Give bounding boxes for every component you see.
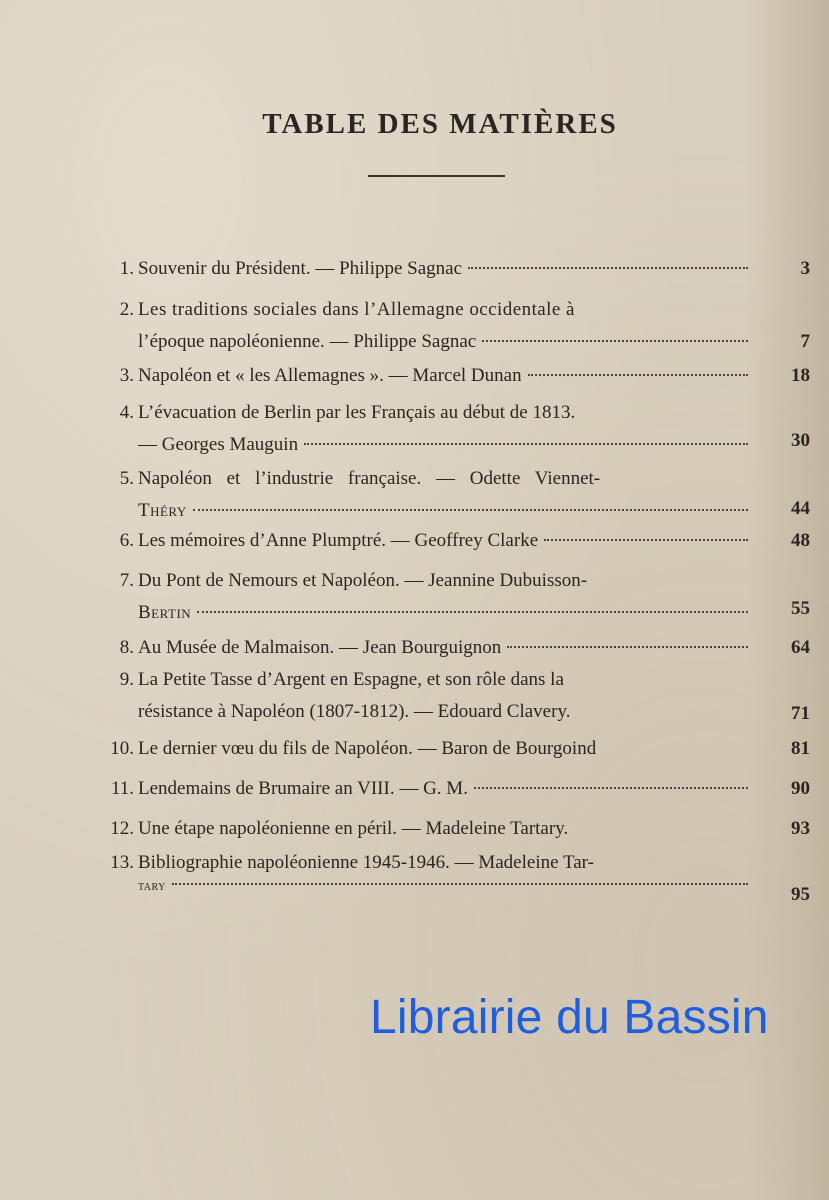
- entry-number: 3.: [119, 365, 134, 386]
- entry-page-number: 55: [791, 598, 810, 619]
- entry-number: 11.: [110, 778, 134, 799]
- entry-title-line-1: Napoléon et l’industrie française. — Odette Viennet-: [138, 468, 601, 489]
- entry-page-number: 81: [791, 738, 810, 759]
- entry-title-line-2: tary: [138, 879, 166, 894]
- entry-title-line-2: résistance à Napoléon (1807-1812). — Edouard Clavery.: [138, 701, 571, 722]
- page-title: TABLE DES MATIÈRES: [262, 108, 618, 140]
- entry-page-number: 64: [791, 637, 810, 658]
- entry-page-number: 71: [791, 703, 810, 724]
- entry-line: [138, 326, 748, 358]
- entry-number: 4.: [119, 402, 134, 423]
- entry-title: Lendemains de Brumaire an VIII. — G. M.: [138, 778, 468, 799]
- entry-number: 9.: [119, 669, 134, 690]
- entry-page-number: 3: [800, 258, 810, 279]
- entry-title-line-2: — Georges Mauguin: [138, 434, 299, 455]
- entry-number: 6.: [119, 530, 134, 551]
- entry-title-line-2: Théry: [138, 500, 187, 521]
- entry-line: [138, 429, 748, 461]
- entry-title-line-2: Bertin: [138, 602, 192, 623]
- entry-title-line-1: Bibliographie napoléonienne 1945-1946. — Madeleine Tar-: [138, 852, 594, 873]
- entry-page-number: 30: [791, 430, 810, 451]
- entry-title-line-2: l’époque napoléonienne. — Philippe Sagnac: [138, 331, 477, 352]
- entry-title-line-1: Les traditions sociales dans l’Allemagne occidentale à: [138, 299, 575, 320]
- entry-line: [138, 525, 748, 557]
- entry-page-number: 48: [791, 530, 810, 551]
- entry-number: 10.: [110, 738, 134, 759]
- entry-line: [138, 597, 748, 629]
- entry-page-number: 95: [791, 884, 810, 905]
- entry-title: Napoléon et « les Allemagnes ». — Marcel Dunan: [138, 365, 522, 386]
- entry-number: 13.: [110, 852, 134, 873]
- entry-title-line-1: Du Pont de Nemours et Napoléon. — Jeannine Dubuisson-: [138, 570, 588, 591]
- entry-number: 5.: [119, 468, 134, 489]
- entry-title: Une étape napoléonienne en péril. — Madeleine Tartary.: [138, 818, 569, 839]
- entry-title: Les mémoires d’Anne Plumptré. — Geoffrey Clarke: [138, 530, 539, 551]
- watermark: Librairie du Bassin: [370, 991, 769, 1044]
- entry-line: [138, 360, 748, 392]
- entry-page-number: 44: [791, 498, 810, 519]
- entry-number: 12.: [110, 818, 134, 839]
- entry-page-number: 7: [800, 331, 810, 352]
- entry-title: Au Musée de Malmaison. — Jean Bourguignon: [138, 637, 502, 658]
- entry-line: [138, 253, 748, 285]
- entry-line: [138, 773, 748, 805]
- entry-title: Souvenir du Président. — Philippe Sagnac: [138, 258, 463, 279]
- entry-page-number: 93: [791, 818, 810, 839]
- entry-number: 7.: [119, 570, 134, 591]
- entry-title-line-1: La Petite Tasse d’Argent en Espagne, et son rôle dans la: [138, 669, 564, 690]
- entry-title-line-1: L’évacuation de Berlin par les Français au début de 1813.: [138, 402, 576, 423]
- entry-number: 8.: [119, 637, 134, 658]
- entry-line: [138, 495, 748, 527]
- entry-page-number: 90: [791, 778, 810, 799]
- entry-line: [138, 632, 748, 664]
- entry-number: 2.: [119, 299, 134, 320]
- entry-page-number: 18: [791, 365, 810, 386]
- entry-number: 1.: [119, 258, 134, 279]
- entry-title: Le dernier vœu du fils de Napoléon. — Baron de Bourgoind: [138, 738, 597, 759]
